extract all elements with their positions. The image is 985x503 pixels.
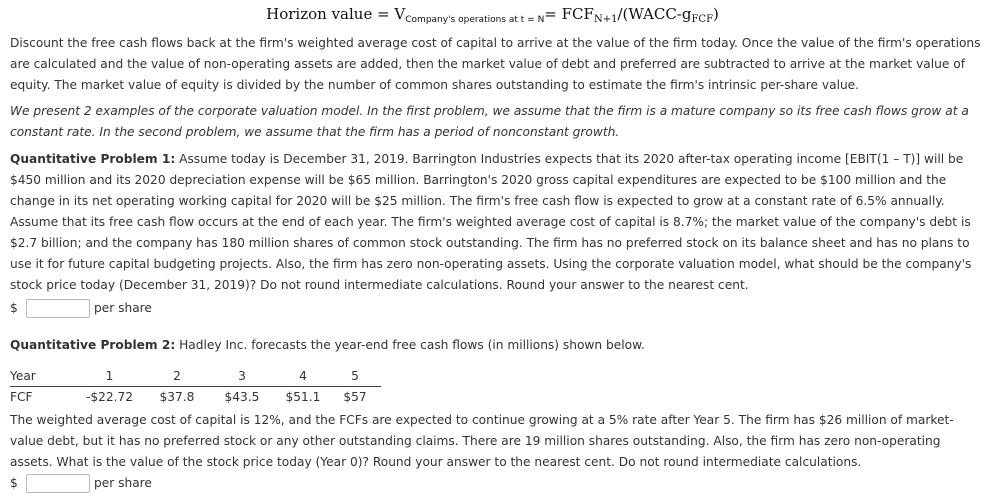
intro-line: equity. The market value of equity is divided by the number of common shares outstanding to estimate the firm's intrinsic per-share value. <box>10 78 860 92</box>
formula-rhs-subscript: N+1 <box>593 14 618 25</box>
problem2-answer-row <box>10 472 152 494</box>
formula-rest: /(WACC-g <box>617 5 692 23</box>
formula-rhs: = FCF <box>544 5 594 23</box>
examples-line: We present 2 examples of the corporate valuation model. In the first problem, we assume that the firm is a mature company so its free cash flows grow at a <box>10 104 969 118</box>
problem2-intro-text: Hadley Inc. forecasts the year-end free cash flows (in millions) shown below. <box>175 338 645 352</box>
problem2-intro <box>10 335 975 356</box>
problem2-label: Quantitative Problem 2: <box>10 338 176 352</box>
fcf-year-cell: 1 <box>72 366 147 387</box>
fcf-value-cell: $37.8 <box>159 390 195 404</box>
problem1-text <box>10 149 975 296</box>
fcf-table <box>10 366 381 407</box>
horizon-value-formula <box>0 5 985 23</box>
formula-lhs-subscript: Company's operations at t = N <box>405 15 545 25</box>
problem2-line: value debt, but it has no preferred stock or any other outstanding claims. There are 19 million shares outstanding. Also, the firm has zero non-operating <box>10 434 941 448</box>
problem2-unit-label: per share <box>94 476 152 490</box>
fcf-value-cell: $51.1 <box>285 390 321 404</box>
examples-note <box>10 101 975 143</box>
fcf-table-header-row <box>10 366 381 387</box>
formula-rest-subscript: FCF <box>691 14 714 25</box>
problem1-line: change in its net operating working capital for 2020 will be $25 million. The firm's free cash flow is expected to grow at a constant rate of 6.5% annually. <box>10 194 945 208</box>
problem1-first-line: Assume today is December 31, 2019. Barrington Industries expects that its 2020 after-tax operating income [EBIT(1 – T)] will be <box>175 152 964 166</box>
problem1-answer-input[interactable] <box>26 299 90 318</box>
problem1-unit-label: per share <box>94 301 152 315</box>
problem1-line: use it for future capital budgeting projects. Also, the firm has zero non-operating assets. Using the corporate valuation model, what should be the company's <box>10 257 972 271</box>
examples-line: constant rate. In the second problem, we assume that the firm has a period of nonconstant growth. <box>10 125 620 139</box>
fcf-year-cell: 2 <box>147 366 207 387</box>
problem1-line: $450 million and its 2020 depreciation expense will be $65 million. Barrington's 2020 gross capital expenditures are expected to be $100 million and the <box>10 173 947 187</box>
fcf-value-cell: $57 <box>343 390 367 404</box>
problem2-line: The weighted average cost of capital is 12%, and the FCFs are expected to continue growing at a 5% rate after Year 5. The firm has $26 million of market- <box>10 413 954 427</box>
problem1-answer-row <box>10 297 152 319</box>
fcf-value-cell: -$22.72 <box>85 390 134 404</box>
formula-lhs: Horizon value = V <box>266 5 406 23</box>
problem2-answer-input[interactable] <box>26 474 90 493</box>
problem1-line: stock price today (December 31, 2019)? Do not round intermediate calculations. Round your answer to the nearest cent. <box>10 278 749 292</box>
problem1-currency: $ <box>10 301 18 315</box>
fcf-year-cell: 3 <box>207 366 277 387</box>
problem1-label: Quantitative Problem 1: <box>10 152 176 166</box>
fcf-value-cell: $43.5 <box>224 390 260 404</box>
intro-line: Discount the free cash flows back at the firm's weighted average cost of capital to arrive at the value of the firm today. Once the value of the firm's operations <box>10 36 981 50</box>
problem2-text <box>10 410 975 473</box>
problem1-line: $2.7 billion; and the company has 180 million shares of common stock outstanding. The firm has no preferred stock on its balance sheet and has no plans to <box>10 236 970 250</box>
fcf-header-label: Year <box>10 366 72 387</box>
fcf-year-cell: 5 <box>329 366 381 387</box>
intro-paragraph <box>10 33 981 96</box>
fcf-row-label: FCF <box>10 390 33 404</box>
fcf-table-row <box>10 387 381 408</box>
problem2-currency: $ <box>10 476 18 490</box>
problem1-line: Assume that its free cash flow occurs at the end of each year. The firm's weighted average cost of capital is 8.7%; the market value of the company's debt is <box>10 215 971 229</box>
problem2-line: assets. What is the value of the stock price today (Year 0)? Round your answer to the nearest cent. Do not round intermediate calculations. <box>10 455 862 469</box>
formula-close: ) <box>713 5 719 23</box>
intro-line: are calculated and the value of non-operating assets are added, then the market value of debt and preferred are subtracted to arrive at the market value of <box>10 57 965 71</box>
fcf-year-cell: 4 <box>277 366 329 387</box>
